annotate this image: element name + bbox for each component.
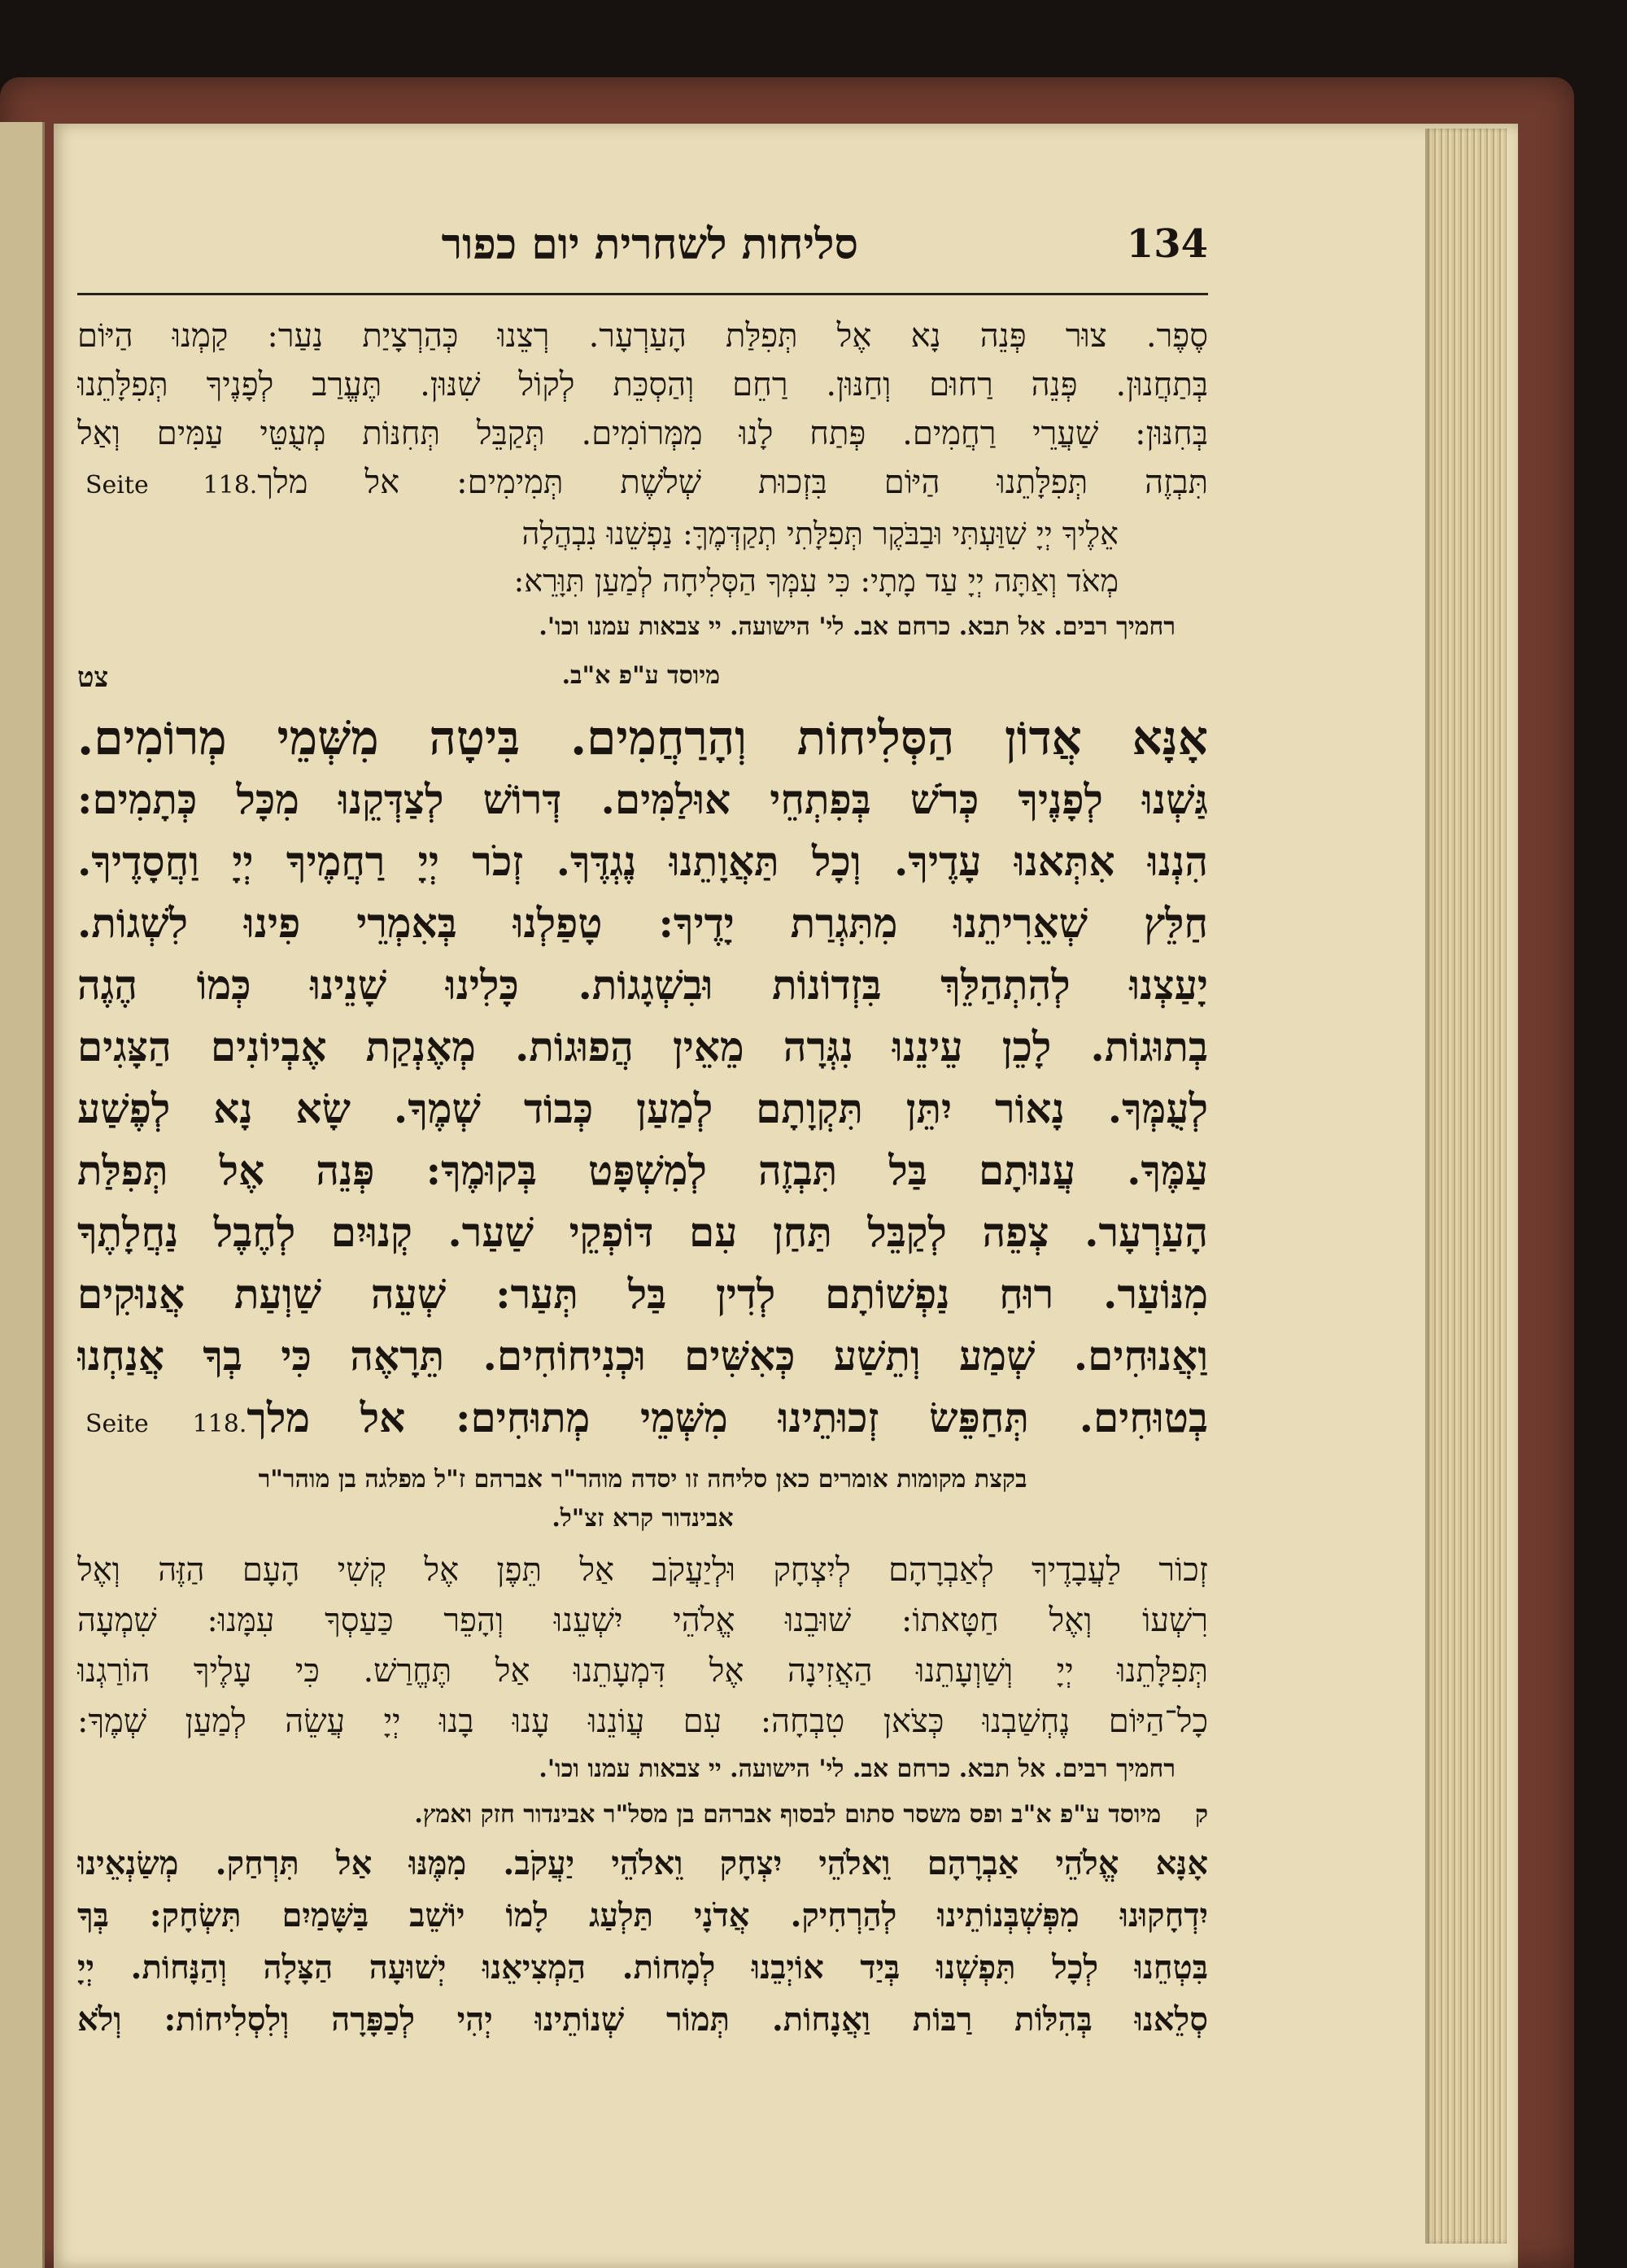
section-heading: [77, 650, 1208, 707]
text-line: כָל־הַיּוֹם נֶחְשַׁבְנוּ כְּצֹאן טִבְחָה: עִם עֲוֹנֵנוּ עָנוּ בָנוּ יְיָ עֲשֵׂה לְמַעַן שְׁמֶךָ:: [77, 1703, 1208, 1740]
text-line: בְתוּגוֹת. לָכֵן עֵינֵנוּ נִגְּרָה מֵאֵין הֲפוּגוֹת. מְאֶנְקַת אֶבְיוֹנִים הַצָּגִים: [77, 1023, 1208, 1071]
text-line: יָעַצְנוּ לְהִתְהַלֵּךְ בִּזְדוֹנוֹת וּבִשְׁגָגוֹת. כָּלִינוּ שָׁנֵינוּ כְּמוֹ הֶגֶה: [77, 961, 1208, 1009]
text-line: [77, 458, 1208, 510]
seite-reference: Seite 118.: [85, 471, 258, 499]
text-line: וַאֲנוּחִים. שְׁמַע וְתֵשַׁע כְּאִשִּׁים וּכְנִיחוֹחִים. תֵּרָאֶה כִּי בְךָ אֲנַחְנוּ: [77, 1332, 1208, 1380]
attribution-note: [77, 1460, 1208, 1538]
refrain-line: רחמיך רבים. אל תבא. כרחם אב. לי' הישועה. יי צבאות עמנו וכו'.: [539, 1755, 1176, 1783]
text-line: סְלֵאנוּ בְּהִלּוֹת רַבּוֹת וַאֲנָחוֹת. תְּמוֹר שְׁנוֹתֵינוּ יְהִי לְכַפָּרָה וְלִסְלִיחוֹת: וְלֹא: [77, 2000, 1208, 2039]
text-line: סֶפֶר. צוּר פְּנֵה נָא אֶל תְּפִלַּת הָעַרְעָר. רְצֵנוּ כְּהַרְצָיַת נַעַר: קַמְנוּ הַיּוֹם: [77, 317, 1208, 355]
previous-page-edge: [0, 122, 45, 2268]
text-line: בְּחִנּוּן: שַׁעֲרֵי רַחֲמִים. פְּתַח לָנוּ מִמְּרוֹמִים. תְּקַבֵּל תְּחִנּוֹת מְעֻטֵּי עַמִּים וְאַל: [77, 415, 1208, 452]
section-attribution: מיוסד ע"פ א"ב.: [561, 661, 720, 690]
text-line: זְכוֹר לַעֲבָדֶיךָ לְאַבְרָהָם לְיִצְחָק וּלְיַעֲקֹב אַל תֵּפֶן אֶל קְשִׁי הָעָם הַזֶּה וְאֶל: [77, 1551, 1208, 1589]
verse-line: אֵלֶיךָ יְיָ שִׁוַּעְתִּי וּבַבֹּקֶר תְּפִלָּתִי תְקַדְּמֶךָּ: נַפְשֵׁנוּ נִבְהֲלָה: [521, 516, 1119, 552]
text-line-body: בְטוּחִים. תְּחַפֵּשׂ זְכוּתֵינוּ מִשְּׁמֵי מְתוּחִים: אל מלך: [246, 1394, 1208, 1441]
verse-line: מְאֹד וְאַתָּה יְיָ עַד מָתָי: כִּי עִמְּךָ הַסְּלִיחָה לְמַעַן תִּוָּרֵא:: [513, 563, 1119, 599]
header-title: סליחות לשחרית יום כפור: [441, 220, 858, 269]
text-line: עַמֶּךָ. עֲנוּתָם בַּל תִּבְזֶה לְמִשְׁפָּט בְּקוּמֶךָ: פְּנֵה אֶל תְּפִלַּת: [77, 1146, 1208, 1194]
attribution-line: אבינדור קרא זצ"ל.: [552, 1504, 734, 1533]
paragraph-4: [77, 1838, 1208, 2046]
page-text: [77, 203, 1208, 2221]
text-line-body: תִּבְזֶה תְּפִלָּתֵנוּ הַיּוֹם בִּזְכוּת שְׁלֹשֶׁת תְּמִימִים: אל מלך: [257, 464, 1208, 501]
page-number: 134: [1126, 221, 1208, 267]
text-line: רִשְׁעוֹ וְאֶל חַטָּאתוֹ: שׁוּבֵנוּ אֱלֹהֵי יִשְׁעֵנוּ וְהָפֵר כַּעַסְךָ עִמָּנוּ: שִׁמְעָה: [77, 1602, 1208, 1639]
section-number: ק: [1194, 1800, 1208, 1829]
text-line: אָנָּא אֲדוֹן הַסְּלִיחוֹת וְהָרַחֲמִים. בִּיטָה מִשְּׁמֵי מְרוֹמִים.: [77, 710, 1208, 765]
refrain-line: רחמיך רבים. אל תבא. כרחם אב. לי' הישועה. יי צבאות עמנו וכו'.: [539, 613, 1176, 641]
text-line: גַּשְׁנוּ לְפָנֶיךָ כְּרֹשׁ בְּפִתְחֵי אוּלַמִּים. דְּרוֹשׁ לְצַדְּקֵנוּ מִכָּל כְּתָמִים:: [77, 775, 1208, 823]
paragraph-3: [77, 1545, 1208, 1747]
text-line: תְּפִלָּתֵנוּ יְיָ וְשַׁוְעָתֵנוּ הַאֲזִינָה אֶל דִּמְעָתֵנוּ אַל תֶּחֱרַשׁ. כִּי עָלֶיךָ הוֹרַגְנוּ: [77, 1652, 1208, 1690]
text-line: בְּתַחֲנוּן. פְּנֵה רַחוּם וְחַנּוּן. רַחֵם וְהַסְכֵּת לְקוֹל שִׁנּוּן. תֶּעֱרַב לְפָנֶיךָ תְּפִלָּתֵנוּ: [77, 366, 1208, 403]
text-line: בִּטְחֵנוּ לְכָל תִּפְשְׁנוּ בְּיַד אוֹיְבֵנוּ לְמָחוֹת. הַמְצִיאֵנוּ יְשׁוּעָה הַצָּלָה וְהַנָּחוֹת. יְיָ: [77, 1948, 1208, 1987]
page-stack-edge: [1425, 129, 1507, 2244]
verse-1: [77, 510, 1208, 604]
section-heading: [77, 1792, 1208, 1838]
seite-reference: Seite 118.: [85, 1410, 247, 1438]
paragraph-2: [77, 707, 1208, 1455]
attribution-line: בקצת מקומות אומרים כאן סליחה זו יסדה מוהר"ר אברהם ז"ל מפלגה בן מוהר"ר: [258, 1465, 1027, 1494]
running-header: [77, 203, 1208, 295]
text-line: יִדְחָקוּנוּ מִפְּשְׁבְּנוֹתֵינוּ לְהַרְחִיק. אֲדֹנָי תַּלְעַג לָמוֹ יוֹשֵׁב בַּשָּׁמַיִם תִּשְׂחָק: בְּךָ: [77, 1896, 1208, 1934]
section-attribution: מיוסד ע"פ א"ב ופס משסר סתום לבסוף אברהם בן מסל"ר אבינדור חזק ואמץ.: [414, 1800, 1162, 1829]
text-line: אָנָּא אֱלֹהֵי אַבְרָהָם וֵאלֹהֵי יִצְחָק וֵאלֹהֵי יַעֲקֹב. מִמֶּנּוּ אַל תִּרְחַק. מְשַׂנְאֵינוּ: [77, 1844, 1208, 1882]
text-line: מִנּוֹעַר. רוּחַ נַפְשׁוֹתָם לְדִין בַּל תְּעַר: שְׁעֵה שַׁוְעַת אֲנוּקִים: [77, 1270, 1208, 1318]
text-line: לְעֻמְּךָ. נָאוֹר יִתֵּן תִּקְוָתָם לְמַעַן כְּבוֹד שְׁמֶךָ. שָׂא נָא לְפֶשַׁע: [77, 1084, 1208, 1132]
section-number: צט: [77, 661, 109, 694]
paragraph-1: [77, 312, 1208, 510]
text-line: הָעַרְעָר. צְפֵה לְקַבֵּל תַּחַן עִם דּוֹפְקֵי שַׁעַר. קְנוּיִם לְחֶבֶל נַחֲלָתֶךָ: [77, 1208, 1208, 1256]
text-line: הִנְנוּ אִתְּאנוּ עָדֶיךָ. וְכָל תַּאֲוָתֵנוּ נֶגְדֶּךָ. זְכֹר יְיָ רַחֲמֶיךָ יְיָ וַחֲסָדֶיךָ.: [77, 837, 1208, 885]
text-line: [77, 1387, 1208, 1455]
text-line: חַלֵּץ שְׁאֵרִיתֵנוּ מִתִּגְרַת יָדֶיךָ: טָפַלְנוּ בְּאִמְרֵי פִינוּ לִשְׁגוֹת.: [77, 899, 1208, 947]
